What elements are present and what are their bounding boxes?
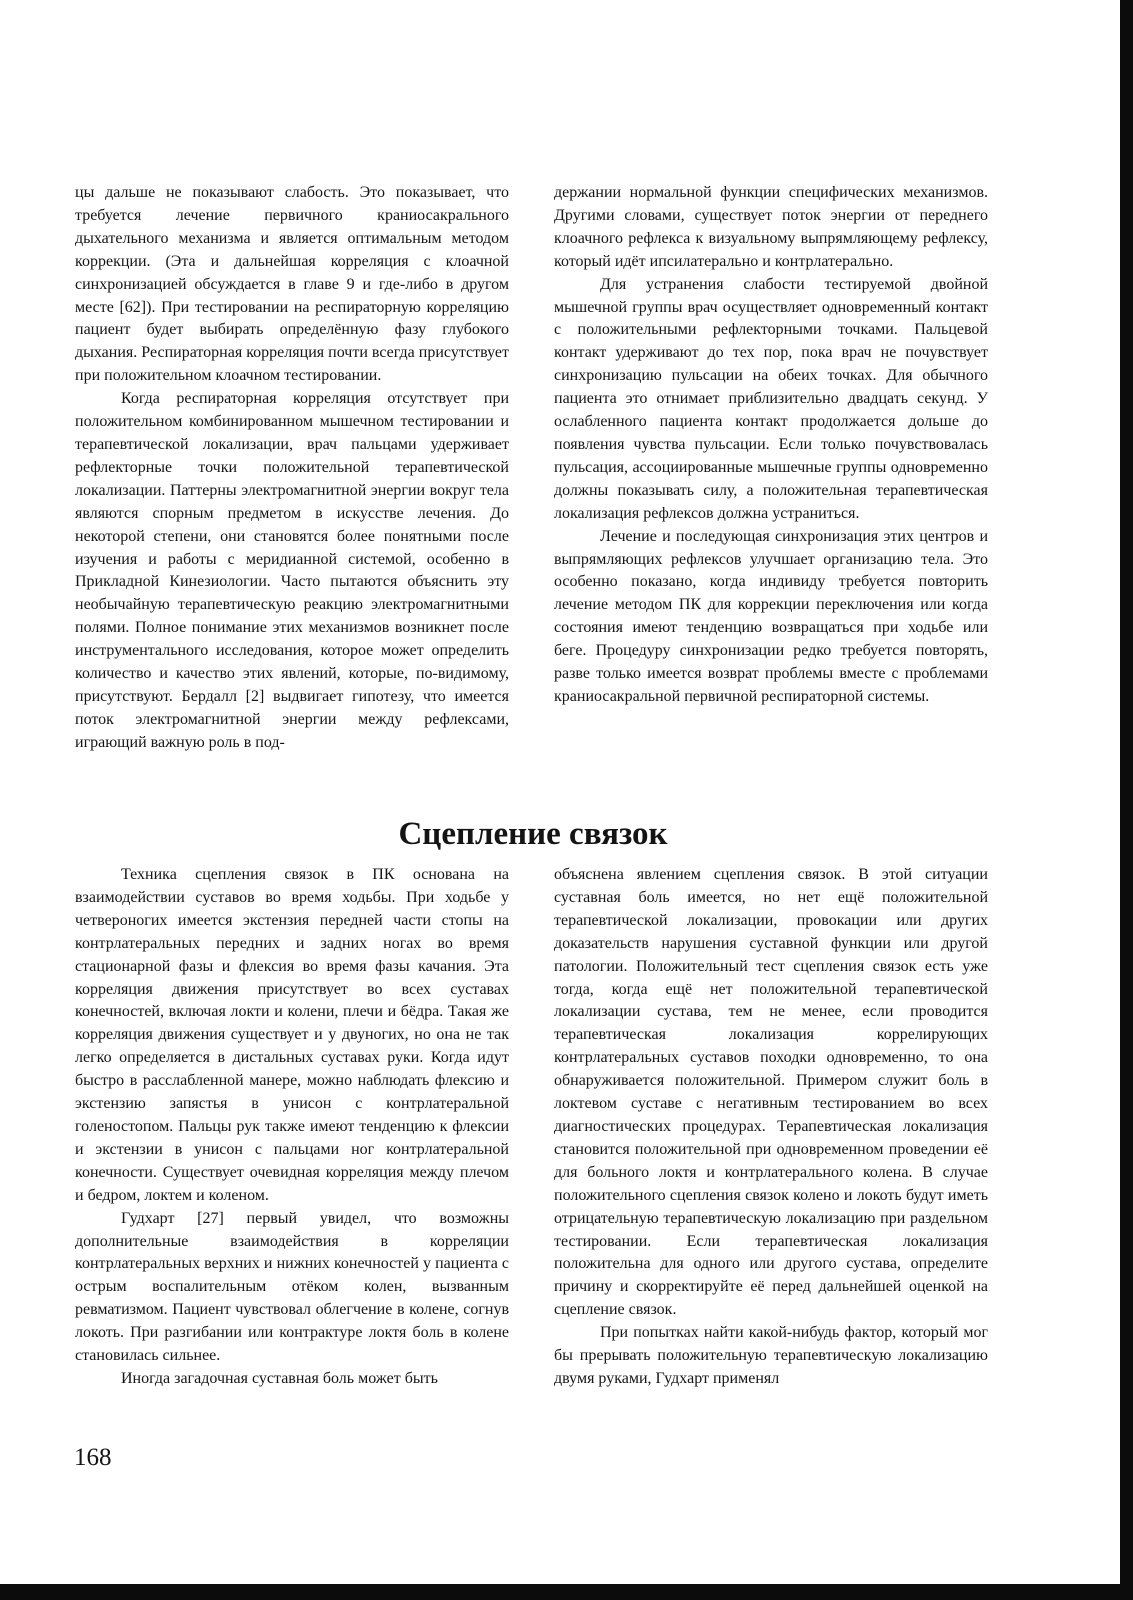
paragraph: Иногда загадочная суставная боль может быть [121,1369,438,1387]
paragraph: Для устранения слабости тестируемой двойной мышечной группы врач осуществляет одновременный контакт с положительными рефлекторными точками. Пальцевой контакт удерживают до тех пор, пока врач не почувствует синхронизацию пульсации на обеих точках. Для обычного пациента это отнимает приблизительно двадцать секунд. У ослабленного пациента контакт продолжается дольше до появления чувства пульсации. Если только почувствовалась пульсация, ассоциированные мышечные группы одновременно должны показывать силу, а положительная терапевтическая локализация рефлексов должна устраниться. [554,275,988,522]
column-top-left [75,182,509,755]
paragraph: Гудхарт [27] первый увидел, что возможны дополнительные взаимодействия в корреляции контрлатеральных верхних и нижних конечностей у пациента с острым воспалительным отёком колен, вызванным ревматизмом. Пациент чувствовал облегчение в колене, согнув локоть. При разгибании или контрактуре локтя боль в колене становилась сильнее. [75,1209,509,1365]
paragraph: объяснена явлением сцепления связок. В этой ситуации суставная боль имеется, но нет ещё положительной терапевтической локализации, провокации или других доказательств нарушения суставной функции или другой патологии. Положительный тест сцепления связок есть уже тогда, когда ещё нет положительной терапевтической локализации сустава, тем не менее, если проводится терапевтическая локализация коррелирующих контрлатеральных суставов походки одновременно, то она обнаруживается положительной. Примером служит боль в локтевом суставе с негативным тестированием во всех диагностических процедурах. Терапевтическая локализация становится положительной при одновременном проведении её для больного локтя и контрлатерального колена. В случае положительного сцепления связок колено и локоть будут иметь отрицательную терапевтическую локализацию при раздельном тестировании. Если терапевтическая локализация положительна для одного или другого сустава, определите причину и скорректируйте её перед дальнейшей оценкой на сцепление связок. [554,866,988,1319]
section-heading: Сцепление связок [398,816,668,852]
column-bottom-left [75,864,509,1391]
page-number: 168 [74,1444,112,1471]
paragraph: цы дальше не показывают слабость. Это показывает, что требуется лечение первичного краниосакрального дыхательного механизма и является оптимальным методом коррекции. (Эта и дальнейшая корреляция с клоачной синхронизацией обсуждается в главе 9 и где-либо в другом месте [62]). При тестировании на респираторную корреляцию пациент будет выбирать определённую фазу глубокого дыхания. Респираторная корреляция почти всегда присутствует при положительном клоачном тестировании. [75,184,509,385]
paragraph: Лечение и последующая синхронизация этих центров и выпрямляющих рефлексов улучшает организацию тела. Это особенно показано, когда индивиду требуется повторить лечение методом ПК для коррекции переключения или когда состояния имеют тенденцию возвращаться при ходьбе или беге. Процедуру синхронизации редко требуется повторять, разве только имеется возврат проблемы вместе с проблемами краниосакральной первичной респираторной системы. [554,527,988,705]
column-bottom-right [554,864,988,1391]
column-top-right [554,182,988,709]
scan-right-edge-bar [1120,0,1133,1600]
paragraph: держании нормальной функции специфических механизмов. Другими словами, существует поток энергии от переднего клоачного рефлекса к визуальному выпрямляющему рефлексу, который идёт ипсилатерально и контрлатерально. [554,184,988,270]
paragraph: Когда респираторная корреляция отсутствует при положительном комбинированном мышечном тестировании и терапевтической локализации, врач пальцами удерживает рефлекторные точки положительной терапевтической локализации. Паттерны электромагнитной энергии вокруг тела являются спорным предметом в искусстве лечения. До некоторой степени, они становятся более понятными после изучения и работы с меридианной системой, особенно в Прикладной Кинезиологии. Часто пытаются объяснить эту необычайную терапевтическую реакцию электромагнитными полями. Полное понимание этих механизмов возникнет после инструментального исследования, которое может определить количество и качество этих явлений, которые, по-видимому, присутствуют. Бердалл [2] выдвигает гипотезу, что имеется поток электромагнитной энергии между рефлексами, играющий важную роль в под- [75,390,509,751]
scan-bottom-edge-bar [0,1584,1133,1600]
paragraph: При попытках найти какой-нибудь фактор, который мог бы прерывать положительную терапевтическую локализацию двумя руками, Гудхарт применял [554,1324,988,1387]
paragraph: Техника сцепления связок в ПК основана на взаимодействии суставов во время ходьбы. При ходьбе у четвероногих имеется экстензия передней части стопы на контрлатеральных передних и задних ногах во время стационарной фазы и флексия во время фазы качания. Эта корреляция движения присутствует во всех суставах конечностей, включая локти и колени, плечи и бёдра. Такая же корреляция движения существует и у двуногих, но она не так легко определяется в дистальных суставах руки. Когда идут быстро в расслабленной манере, можно наблюдать флексию и экстензию запястья в унисон с контрлатеральной голеностопом. Пальцы рук также имеют тенденцию к флексии и экстензии в унисон с пальцами ног контрлатеральной конечности. Существует очевидная корреляция между плечом и бедром, локтем и коленом. [75,866,509,1204]
